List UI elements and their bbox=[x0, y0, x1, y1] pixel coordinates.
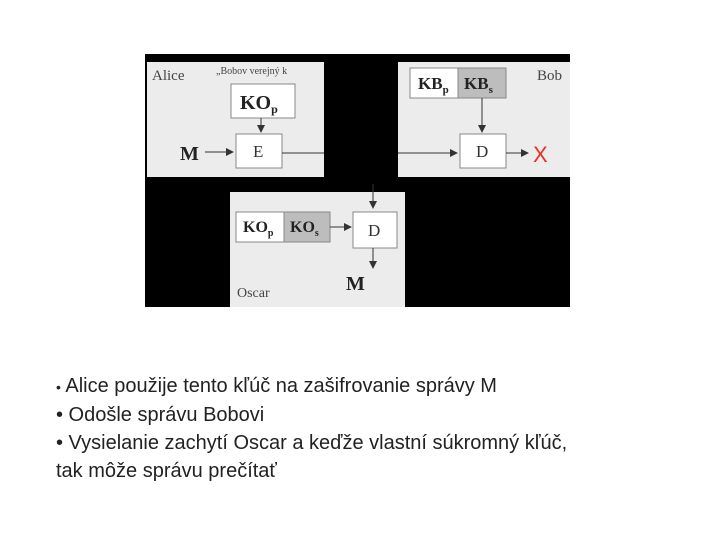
oscar-public-key-label: $KO_p$ bbox=[243, 219, 274, 239]
bullet-item bbox=[56, 372, 696, 401]
bullet-item: • Odošle správu Bobovi bbox=[56, 404, 265, 426]
bob-decrypt-label: D bbox=[476, 142, 489, 161]
bullet-dot: • bbox=[56, 379, 61, 395]
alice-label: Alice bbox=[152, 68, 185, 84]
bob-private-key-label: $KB_s$ bbox=[464, 74, 493, 96]
oscar-private-key-label: $KO_s$ bbox=[290, 219, 319, 239]
oscar-label: Oscar bbox=[237, 286, 270, 301]
oscar-panel bbox=[230, 184, 405, 307]
alice-message-label: M bbox=[180, 143, 199, 165]
bullet-continuation: tak môže správu prečítať bbox=[56, 460, 277, 482]
alice-encrypt-label: E bbox=[253, 142, 264, 161]
bob-fail-mark: X bbox=[533, 142, 548, 167]
bob-label: Bob bbox=[537, 68, 563, 84]
bullet-item: • Vysielanie zachytí Oscar a keďže vlastní súkromný kľúč, bbox=[56, 432, 568, 454]
oscar-decrypt-label: D bbox=[368, 221, 381, 240]
bullet-list bbox=[56, 372, 696, 485]
oscar-message-label: M bbox=[346, 273, 365, 295]
alice-key-caption: „Bobov verejný k bbox=[216, 66, 288, 77]
alice-panel bbox=[147, 62, 324, 177]
bob-public-key-label: $KB_p$ bbox=[418, 74, 449, 96]
bullet-text: Alice použije tento kľúč na zašifrovanie správy M bbox=[65, 375, 497, 397]
bob-panel bbox=[398, 62, 570, 177]
alice-key-label: $KO_p$ bbox=[240, 92, 278, 116]
